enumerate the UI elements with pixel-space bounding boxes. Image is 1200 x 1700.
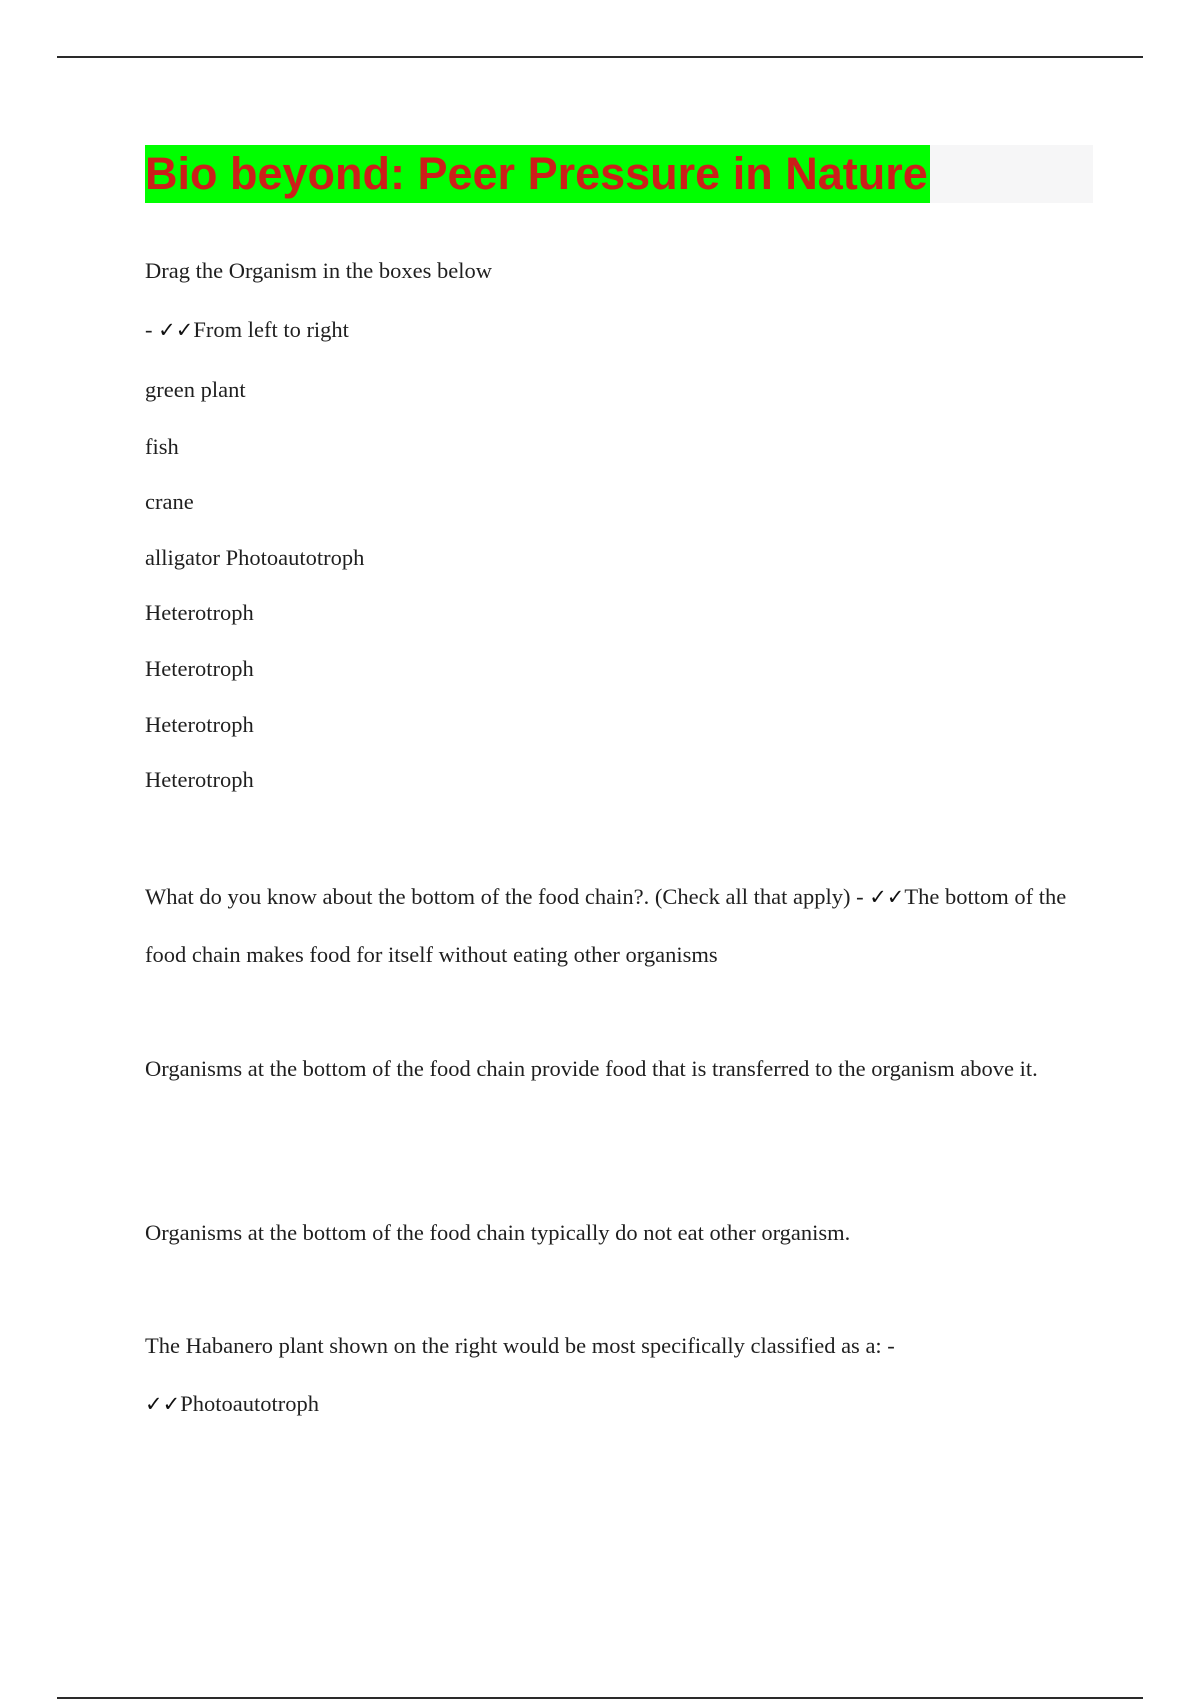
q3-question-answer [145, 1317, 1085, 1433]
check-marks-icon: ✓✓ [145, 1392, 181, 1416]
q1-answer [145, 317, 349, 343]
q1-item: Heterotroph [145, 600, 254, 625]
q1-item: crane [145, 489, 194, 514]
q2-extra-2: Organisms at the bottom of the food chain typically do not eat other organism. [145, 1220, 851, 1245]
q2-question-answer [145, 868, 1085, 984]
q1-item: Heterotroph [145, 712, 254, 737]
q1-item: fish [145, 434, 179, 459]
q1-answer-text: From left to right [193, 317, 349, 342]
q1-answer-prefix: - [145, 317, 159, 342]
title-banner [145, 145, 1093, 203]
bottom-rule [57, 1697, 1143, 1699]
check-marks-icon: ✓✓ [869, 885, 905, 909]
document-title: Bio beyond: Peer Pressure in Nature [145, 145, 930, 203]
q3-answer-text: Photoautotroph [180, 1391, 319, 1416]
q1-question: Drag the Organism in the boxes below [145, 258, 493, 283]
top-rule [57, 56, 1143, 58]
q3-question: The Habanero plant shown on the right would be most specifically classified as a: - [145, 1333, 895, 1358]
q1-item: alligator Photoautotroph [145, 545, 365, 570]
q2-extra-1: Organisms at the bottom of the food chain provide food that is transferred to the organism above it. [145, 1056, 1038, 1081]
check-marks-icon: ✓✓ [158, 318, 194, 342]
q2-question: What do you know about the bottom of the food chain?. (Check all that apply) - [145, 884, 870, 909]
q2-answer-text: The bottom of the food chain makes food for itself without eating other organisms [145, 884, 1067, 967]
q1-item: green plant [145, 377, 246, 402]
q1-item: Heterotroph [145, 767, 254, 792]
q1-item: Heterotroph [145, 656, 254, 681]
